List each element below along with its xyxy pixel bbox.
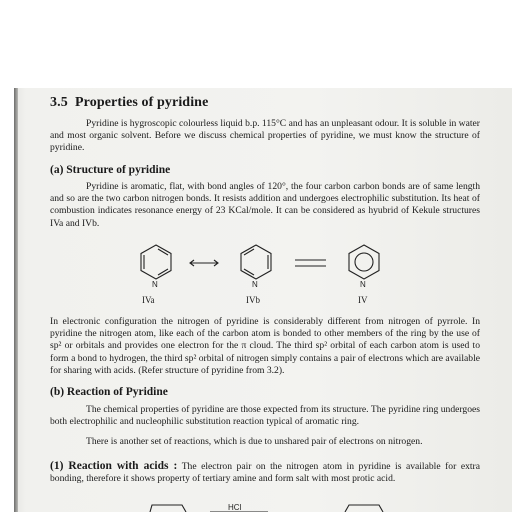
ring-reactant-partial [150,505,186,512]
reaction-text-1: The chemical properties of pyridine are those expected from its structure. The pyridine ring undergoes both electrophilic and nucleophilic substitution reaction typical of aromatic ring. [50,404,480,428]
reaction-text-2: There is another set of reactions, which is due to unshared pair of electrons on nitrogen. [86,436,423,447]
intro-text: Pyridine is hygroscopic colourless liquid b.p. 115°C and has an unpleasant odour. It is soluble in water and most organic solvent. Before we discuss chemical properties of pyridine, we must know the structure of pyridine. [50,118,480,154]
label-IV: IV [358,295,368,305]
ring-product-partial [345,505,383,512]
structure-text: Pyridine is aromatic, flat, with bond angles of 120°, the four carbon carbon bonds are of same length and so are the two carbon nitrogen bonds. It resists addition and undergoes electrophilic substitution. Its heat of combustion indicates resonance energy of 23 KCal/mole. It can be considered as hyubrid of Kekule structures IVa and IVb. [50,181,480,229]
reagent-label: HCl [228,503,242,512]
section-title: Properties of pyridine [75,95,209,110]
ring-IVb [241,245,271,279]
label-IVa: IVa [142,295,155,305]
nitrogen-IV: N [360,280,366,289]
reaction-heading: (b) Reaction of Pyridine [50,386,168,398]
section-number: 3.5 [50,95,68,110]
acids-heading: (1) Reaction with acids : [50,460,178,472]
acids-text: The electron pair on the nitrogen atom in pyridine is available for extra bonding, therefore it shows property of tertiary amine and form salt with most protic acid. [50,461,480,485]
nitrogen-IVa: N [152,280,158,289]
reaction-paragraph-1 [50,404,480,428]
label-IVb: IVb [246,295,260,305]
acids-paragraph [50,460,480,485]
ring-IV [349,245,379,279]
ring-IVa [141,245,171,279]
structure-heading: (a) Structure of pyridine [50,164,171,176]
reaction-paragraph-2 [50,436,480,448]
aromatic-circle [355,253,373,271]
electronic-paragraph: In electronic configuration the nitrogen of pyridine is considerably different from nitrogen of pyrrole. In pyridine the nitrogen atom, like each of the carbon atom is bonded to other members of the ring by the use of sp² or orbitals and provides one electron for the π cloud. The third sp² orbital of each carbon atom is used to form a bond to hydrogen, the third sp² orbital of nitrogen simply contains a pair of electrons which are available for sharing with acids. (Refer structure of pyridine from 3.2). [50,316,480,376]
nitrogen-IVb: N [252,280,258,289]
